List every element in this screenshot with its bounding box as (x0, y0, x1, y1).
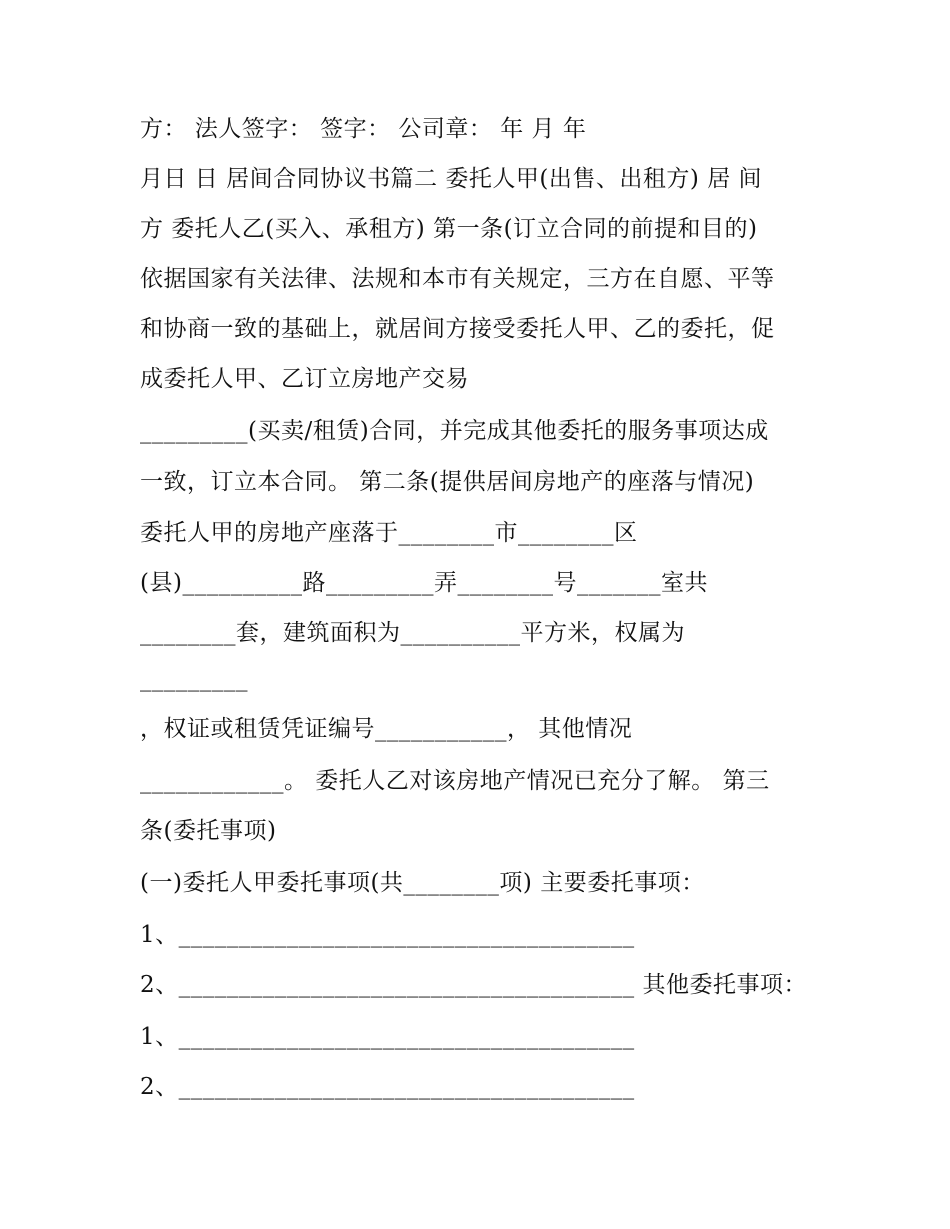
text-line: 月日 日 居间合同协议书篇二 委托人甲(出售、出租方) 居 间 (140, 166, 763, 192)
text-line: 2、______________________________________ (140, 1074, 635, 1100)
text-line: 方： 法人签字： 签字： 公司章： 年 月 年 (140, 116, 587, 142)
text-line: _________(买卖/租赁)合同，并完成其他委托的服务事项达成 (140, 418, 769, 444)
text-line: ，权证或租赁凭证编号___________， 其他情况 (140, 716, 633, 742)
text-line: 依据国家有关法律、法规和本市有关规定，三方在自愿、平等 (140, 266, 775, 292)
text-line: _________ (140, 666, 248, 692)
text-line: 1、______________________________________ (140, 1024, 635, 1050)
text-line: 1、______________________________________ (140, 922, 635, 948)
text-line: 成委托人甲、乙订立房地产交易 (140, 366, 469, 392)
text-line: (一)委托人甲委托事项(共________项) 主要委托事项： (140, 870, 705, 896)
text-line: (县)__________路_________弄________号_______室共 (140, 570, 708, 596)
text-line: 委托人甲的房地产座落于________市________区 (140, 520, 638, 546)
text-line: 2、______________________________________ 其他委托事项： (140, 972, 807, 998)
text-line: 条(委托事项) (140, 818, 277, 844)
text-line: 方 委托人乙(买入、承租方) 第一条(订立合同的前提和目的) (140, 216, 758, 242)
text-line: 一致，订立本合同。 第二条(提供居间房地产的座落与情况) (140, 469, 755, 495)
text-line: ________套，建筑面积为__________平方米，权属为 (140, 620, 685, 646)
text-line: 和协商一致的基础上，就居间方接受委托人甲、乙的委托，促 (140, 316, 775, 342)
text-line: ____________。 委托人乙对该房地产情况已充分了解。 第三 (140, 768, 770, 794)
